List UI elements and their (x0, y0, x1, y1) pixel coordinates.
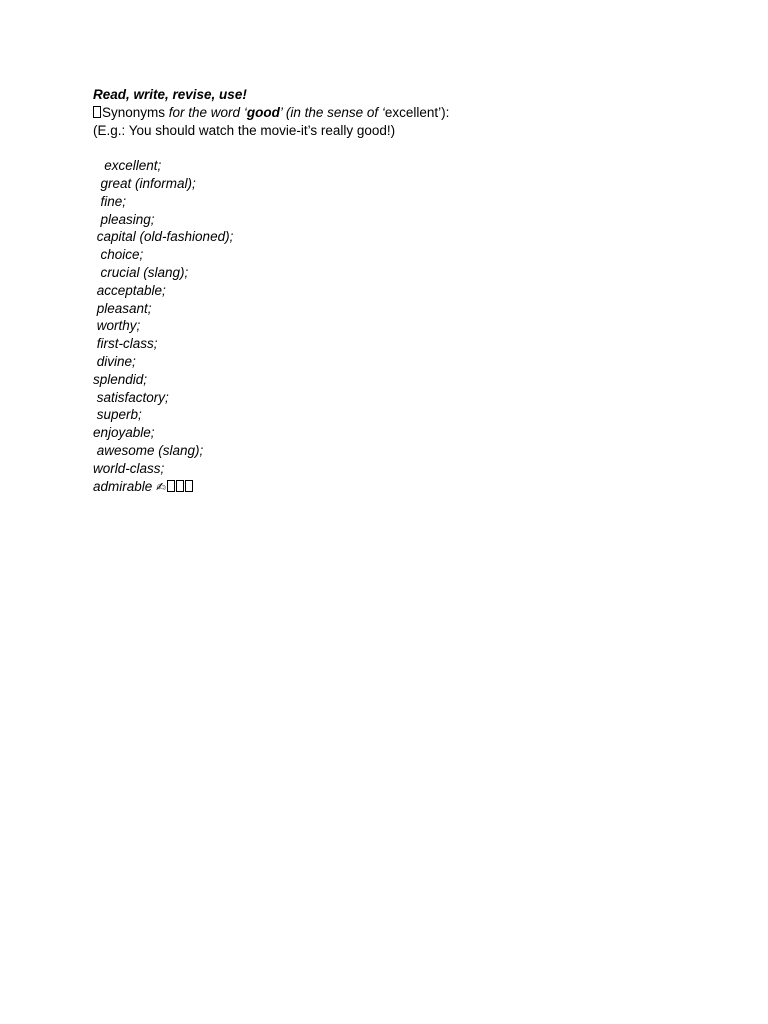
synonym-item: excellent; (93, 158, 162, 174)
synonym-item: splendid; (93, 371, 148, 387)
synonym-item: great (informal); (93, 175, 196, 191)
document-body (93, 86, 693, 495)
synonym-item: pleasant; (93, 300, 152, 316)
synonym-item: awesome (slang); (93, 442, 204, 458)
intro-part5: excellent’): (384, 104, 450, 120)
blank-line (93, 139, 693, 157)
synonym-item: choice; (93, 247, 144, 263)
intro-part1: Synonyms (102, 104, 169, 120)
intro-part2: for the word ‘ (168, 104, 247, 120)
synonym-item: fine; (93, 193, 127, 209)
synonym-item: divine; (93, 353, 136, 369)
synonym-item: worthy; (93, 318, 141, 334)
synonym-item: satisfactory; (93, 389, 169, 405)
synonym-list (93, 157, 693, 495)
synonym-item: superb; (93, 407, 142, 423)
synonym-item: acceptable; (93, 282, 166, 298)
document-heading: Read, write, revise, use! (93, 87, 247, 102)
synonym-text: admirable (93, 478, 157, 494)
synonym-item: capital (old-fashioned); (93, 229, 234, 245)
synonym-item: crucial (slang); (93, 264, 189, 280)
intro-part4: ’ (in the sense of ‘ (279, 104, 385, 120)
missing-glyph-icon (185, 480, 193, 492)
synonym-item: world-class; (93, 460, 165, 476)
synonym-item: enjoyable; (93, 425, 155, 441)
intro-keyword: good (246, 104, 280, 120)
synonym-item: first-class; (93, 336, 158, 352)
missing-glyph-icon (176, 480, 184, 492)
missing-glyph-icon (93, 106, 101, 118)
synonym-item-last (93, 478, 693, 496)
writing-hand-icon: ✍ (156, 479, 167, 494)
example-sentence: (E.g.: You should watch the movie-it’s really good!) (93, 122, 396, 138)
intro-line (93, 104, 693, 122)
synonym-item: pleasing; (93, 211, 155, 227)
missing-glyph-icon (167, 480, 175, 492)
